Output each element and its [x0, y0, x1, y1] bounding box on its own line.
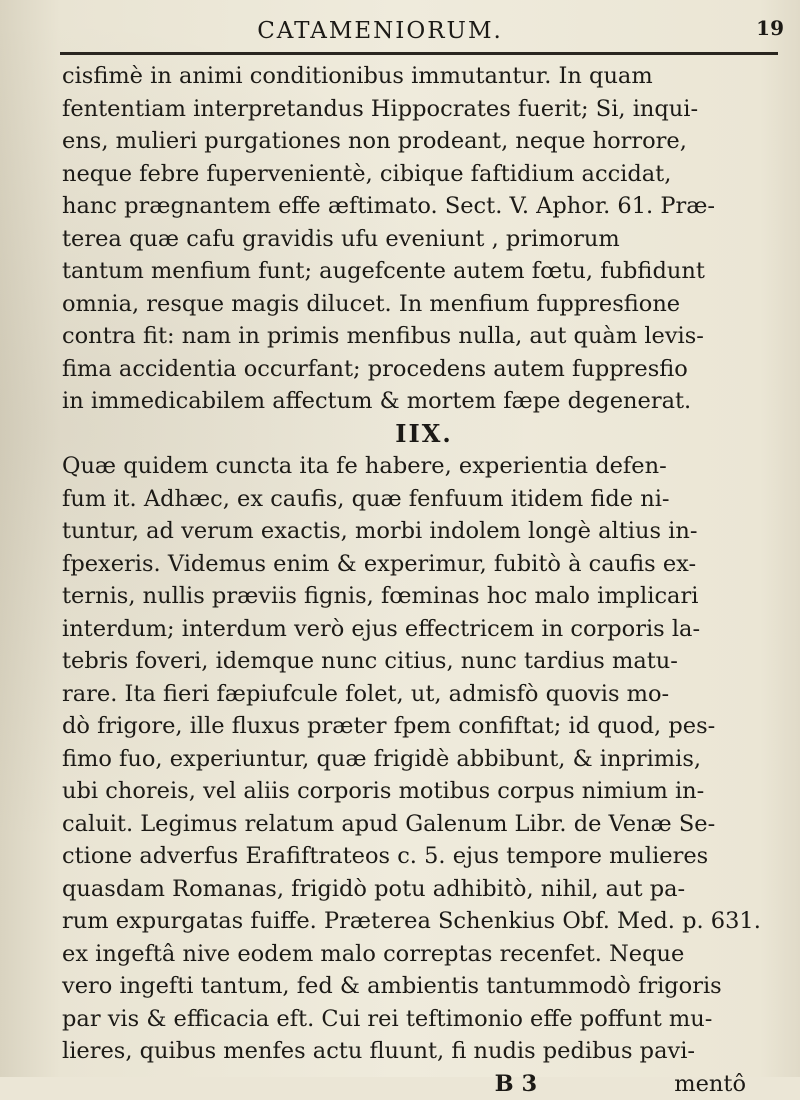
header-rule — [60, 52, 778, 55]
body-text — [62, 60, 786, 1100]
text-line: tuntur, ad verum exactis, morbi indolem longè altius in- — [62, 515, 786, 548]
text-line: ubi choreis, vel aliis corporis motibus corpus nimium in- — [62, 775, 786, 808]
text-line: rum expurgatas fuiffe. Præterea Schenkius Obf. Med. p. 631. — [62, 905, 786, 938]
text-line: tantum menfium funt; augefcente autem fœtu, fubfidunt — [62, 255, 786, 288]
signature-mark: B 3 — [495, 1071, 538, 1097]
text-line: hanc prægnantem effe æftimato. Sect. V. Aphor. 61. Præ- — [62, 190, 786, 223]
text-line: in immedicabilem affectum & mortem fæpe degenerat. — [62, 385, 786, 418]
text-line: fpexeris. Videmus enim & experimur, fubitò à caufis ex- — [62, 548, 786, 581]
text-line: tebris foveri, idemque nunc citius, nunc tardius matu- — [62, 645, 786, 678]
text-line: omnia, resque magis dilucet. In menfium fuppresfione — [62, 288, 786, 321]
text-line: rare. Ita fieri fæpiufcule folet, ut, admisfò quovis mo- — [62, 678, 786, 711]
section-number: IIX. — [62, 418, 786, 451]
text-line: cisfimè in animi conditionibus immutantur. In quam — [62, 60, 786, 93]
page-header — [0, 6, 800, 46]
text-line: par vis & efficacia eft. Cui rei teftimonio effe poffunt mu- — [62, 1003, 786, 1036]
text-line: fum it. Adhæc, ex caufis, quæ fenfuum itidem fide ni- — [62, 483, 786, 516]
text-line: lieres, quibus menfes actu fluunt, fi nudis pedibus pavi- — [62, 1035, 786, 1068]
text-line: fima accidentia occurfant; procedens autem fuppresfio — [62, 353, 786, 386]
text-line: ens, mulieri purgationes non prodeant, neque horrore, — [62, 125, 786, 158]
text-line: contra fit: nam in primis menfibus nulla, aut quàm levis- — [62, 320, 786, 353]
footer-line — [62, 1068, 786, 1100]
text-line: fimo fuo, experiuntur, quæ frigidè abbibunt, & inprimis, — [62, 743, 786, 776]
text-line: interdum; interdum verò ejus effectricem in corporis la- — [62, 613, 786, 646]
catchword: mentô — [674, 1071, 746, 1097]
text-line: ternis, nullis præviis fignis, fœminas hoc malo implicari — [62, 580, 786, 613]
text-line: ex ingeftâ nive eodem malo correptas recenfet. Neque — [62, 938, 786, 971]
text-line: quasdam Romanas, frigidò potu adhibitò, nihil, aut pa- — [62, 873, 786, 906]
text-line: caluit. Legimus relatum apud Galenum Libr. de Venæ Se- — [62, 808, 786, 841]
text-line: terea quæ cafu gravidis ufu eveniunt , primorum — [62, 223, 786, 256]
text-line: ctione adverfus Erafiftrateos c. 5. ejus tempore mulieres — [62, 840, 786, 873]
text-line: fententiam interpretandus Hippocrates fuerit; Si, inqui- — [62, 93, 786, 126]
text-line: Quæ quidem cuncta ita fe habere, experientia defen- — [62, 450, 786, 483]
text-line: dò frigore, ille fluxus præter fpem confiftat; id quod, pes- — [62, 710, 786, 743]
page-number: 19 — [756, 16, 784, 40]
text-line: neque febre fupervenientè, cibique faftidium accidat, — [62, 158, 786, 191]
running-title: CATAMENIORUM. — [0, 18, 800, 44]
text-line: vero ingefti tantum, fed & ambientis tantummodò frigoris — [62, 970, 786, 1003]
